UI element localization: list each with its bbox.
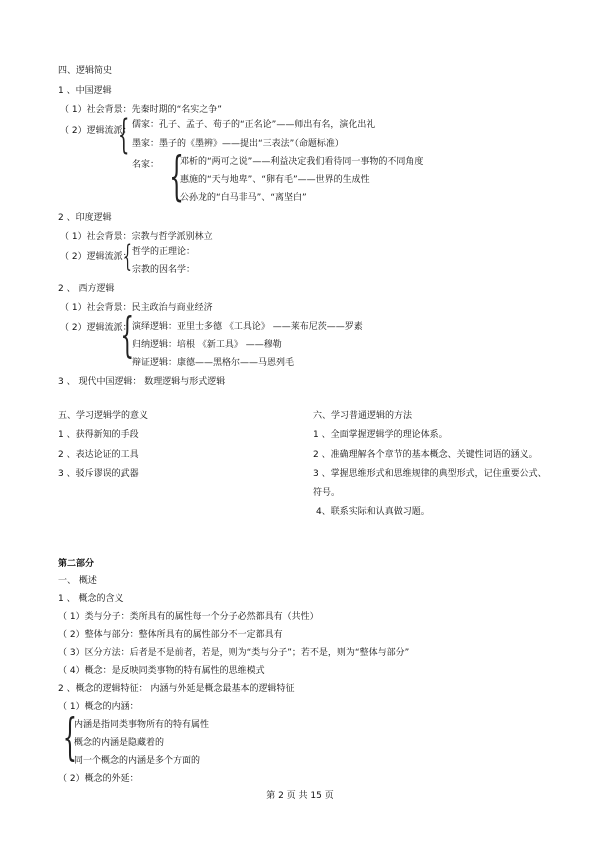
- list-item: （ 1）概念的内涵：: [58, 702, 139, 712]
- brace-icon: {: [123, 239, 132, 274]
- brace-icon: {: [169, 147, 184, 207]
- list-item: 演绎逻辑：亚里士多德 《工具论》 ——莱布尼茨——罗素: [132, 322, 363, 332]
- list-item: （ 2）概念的外延：: [58, 774, 139, 784]
- section-heading: 四、逻辑简史: [58, 66, 113, 76]
- list-item: 哲学的正理论：: [132, 247, 196, 257]
- subsection-title: 2 、 西方逻辑: [58, 284, 115, 294]
- list-item: （ 4）概念：是反映同类事物的特有属性的思维模式: [58, 666, 265, 676]
- list-item: 邓析的“两可之说”——利益决定我们看待同一事物的不同角度: [180, 157, 424, 167]
- list-item: （ 1）类与分子：类所具有的属性每一个分子必然都具有（共性）: [58, 612, 319, 622]
- list-item: 同一个概念的内涵是多个方面的: [74, 756, 201, 766]
- list-item: 名家：: [132, 160, 160, 170]
- list-item: 墨家：墨子的《墨辨》——提出“三表法”（命题标准）: [132, 139, 344, 149]
- subsection-title: 1 、中国逻辑: [58, 86, 112, 96]
- section-heading: 六、学习普通逻辑的方法: [313, 411, 413, 421]
- list-item: 3 、驳斥谬误的武器: [58, 469, 139, 479]
- list-item: （ 3）区分方法：后者是不是前者，若是，则为“类与分子”；若不是，则为“整体与部分”: [58, 648, 410, 658]
- list-item: 1 、获得新知的手段: [58, 430, 139, 440]
- list-item: （ 1）社会背景：先秦时期的“名实之争”: [60, 105, 222, 115]
- brace-icon: {: [117, 112, 130, 158]
- list-item: 公孙龙的“白马非马”、“离坚白”: [180, 193, 307, 203]
- brace-icon: {: [62, 708, 78, 766]
- subsection-title: 2 、印度逻辑: [58, 213, 112, 223]
- subsection-title: 2 、概念的逻辑特征： 内涵与外延是概念最基本的逻辑特征: [58, 684, 295, 694]
- list-item: （ 2）逻辑流派：: [60, 323, 132, 333]
- list-item: （ 1）社会背景：宗教与哲学派别林立: [60, 232, 213, 242]
- brace-icon: {: [120, 307, 135, 363]
- list-item: 宗教的因名学：: [132, 265, 196, 275]
- page-footer: 第 2 页 共 15 页: [266, 791, 334, 801]
- list-item: 惠施的“天与地卑”、“卵有毛”——世界的生成性: [180, 175, 370, 185]
- list-item: 概念的内涵是隐藏着的: [74, 738, 165, 748]
- subsection-title: 3 、 现代中国逻辑： 数理逻辑与形式逻辑: [58, 377, 226, 387]
- list-item: 2 、准确理解各个章节的基本概念、关键性词语的涵义。: [313, 450, 538, 460]
- list-item: 3 、掌握思维形式和思维规律的典型形式，记住重要公式、: [313, 469, 547, 479]
- list-item: （ 1）社会背景：民主政治与商业经济: [60, 303, 213, 313]
- list-item: 辩证逻辑：康德——黑格尔——马恩列毛: [132, 358, 295, 368]
- section-heading: 五、学习逻辑学的意义: [58, 411, 149, 421]
- list-item: 儒家：孔子、孟子、荀子的“正名论”——师出有名，演化出礼: [132, 120, 376, 130]
- list-item: （ 2）整体与部分：整体所具有的属性部分不一定都具有: [58, 630, 283, 640]
- list-item: 1 、全面掌握逻辑学的理论体系。: [313, 430, 448, 440]
- part-heading: 第二部分: [58, 559, 95, 569]
- list-item: 符号。: [313, 488, 341, 498]
- subsection-title: 1 、 概念的含义: [58, 594, 124, 604]
- list-item: 4、联系实际和认真做习题。: [316, 507, 430, 517]
- list-item: 2 、表达论证的工具: [58, 450, 139, 460]
- section-heading: 一、 概述: [58, 576, 97, 586]
- list-item: 内涵是指同类事物所有的特有属性: [74, 720, 210, 730]
- list-item: （ 2）逻辑流派：: [60, 126, 132, 136]
- list-item: 归纳逻辑：培根 《新工具》 ——穆勒: [132, 340, 282, 350]
- list-item: （ 2）逻辑流派：: [60, 252, 132, 262]
